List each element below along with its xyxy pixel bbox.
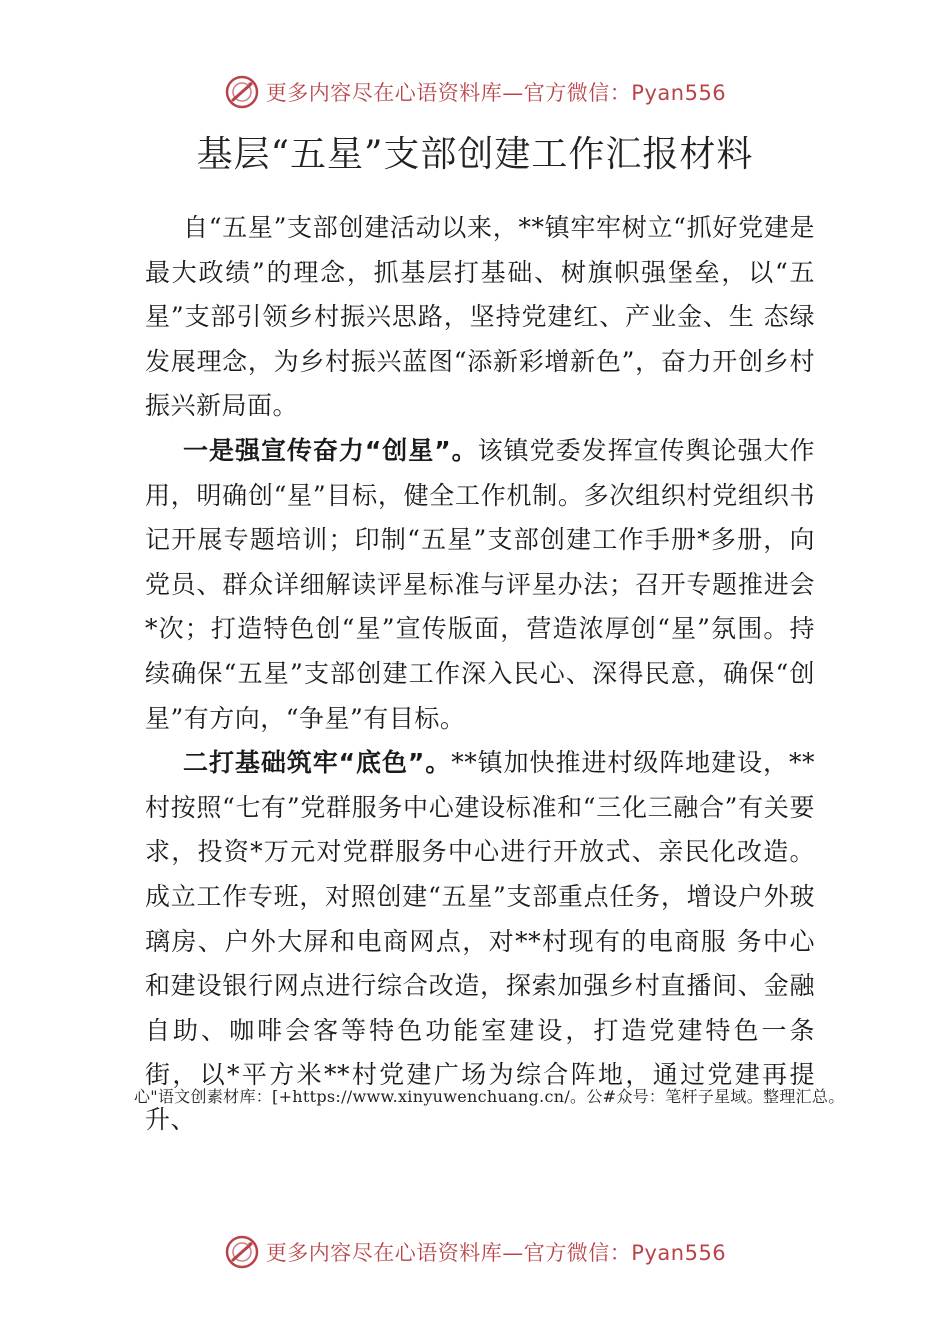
section-text-1: 该镇党委发挥宣传舆论强大作用，明确创“星”目标，健全工作机制。多次组织村党组织书记开展专题培训；印制“五星”支部创建工作手册*多册，向党员、群众详细解读评星标准与评星办法；召开专题推进会*次；打造特色创“星”宣传版面，营造浓厚创“星”氛围。持续确保“五星”支部创建工作深入民心、深得民意，确保“创星”有方向，“争星”有目标。 — [145, 435, 815, 733]
section-text-2: **镇加快推进村级阵地建设，**村按照“七有”党群服务中心建设标准和“三化三融合”有关要求，投资*万元对党群服务中心进行开放式、亲民化改造。成立工作专班，对照创建“五星”支部重点任务，增设户外玻璃房、户外大屏和电商网点，对**村现有的电商服 务中心和建设银行网点进行综合改造，探索加强乡村直播间、金融自助、咖啡会客等特色功能室建设，打造党建特色一条 街，以*平方米**村党建广场为综合阵地，通过党建再提升、 — [145, 748, 815, 1134]
document-body — [145, 206, 815, 1142]
banner-text: 更多内容尽在心语资料库—官方微信：Pyan556 — [265, 81, 727, 105]
logo-icon — [224, 1234, 260, 1270]
section-paragraph-1 — [145, 429, 815, 741]
intro-paragraph: 自“五星”支部创建活动以来，**镇牢牢树立“抓好党建是最大政绩”的理念，抓基层打基础、树旗帜强堡垒，以“五星”支部引领乡村振兴思路，坚持党建红、产业金、生 态绿发展理念，为乡村振兴蓝图“添新彩增新色”，奋力开创乡村振兴新局面。 — [145, 213, 815, 421]
bottom-banner — [0, 1232, 950, 1272]
footer-note: 心"语文创素材库：[+https://www.xinyuwenchuang.cn/。公#众号：笔杆子星域。整理汇总。 — [134, 1087, 845, 1106]
section-heading-2: 二打基础筑牢“底色”。 — [183, 748, 452, 778]
section-paragraph-2 — [145, 741, 815, 1142]
banner-text: 更多内容尽在心语资料库—官方微信：Pyan556 — [265, 1241, 727, 1265]
document-title: 基层“五星”支部创建工作汇报材料 — [196, 134, 754, 175]
top-banner — [0, 72, 950, 112]
section-heading-1: 一是强宣传奋力“创星”。 — [183, 435, 478, 465]
logo-icon — [224, 74, 260, 110]
